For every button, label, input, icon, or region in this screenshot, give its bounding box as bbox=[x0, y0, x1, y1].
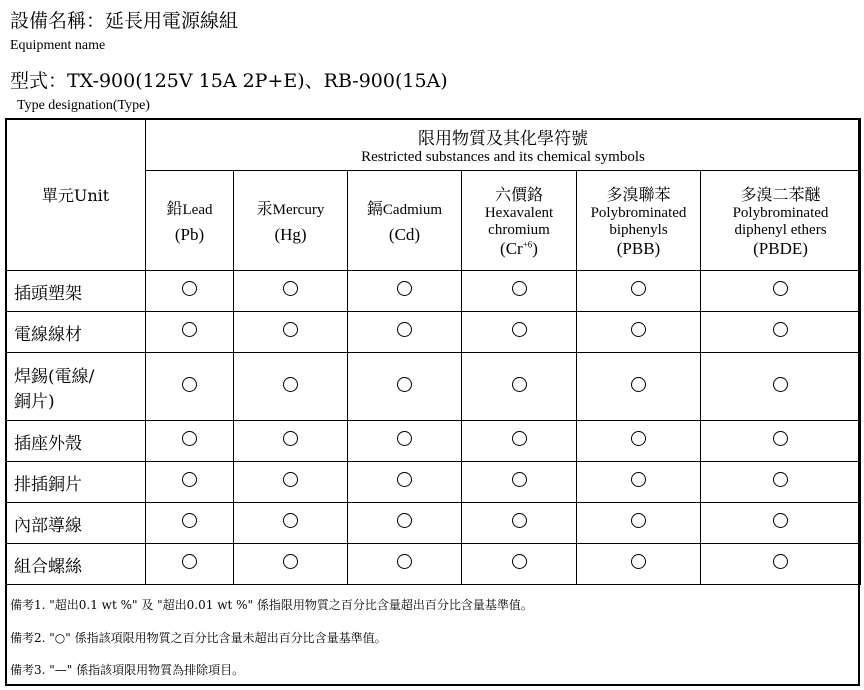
row-label: 組合螺絲 bbox=[6, 544, 146, 585]
type-designation-en: Type designation(Type) bbox=[17, 98, 150, 113]
col-pbde: 多溴二苯醚 Polybrominated diphenyl ethers (PBDE) bbox=[701, 171, 861, 271]
note-1: 備考1. "超出0.1 wt %" 及 "超出0.01 wt %" 係指限用物質之百分比含量超出百分比含量基準值。 bbox=[10, 598, 533, 612]
note-2: 備考2. "○" 係指該項限用物質之百分比含量未超出百分比含量基準值。 bbox=[10, 631, 387, 645]
restricted-header: 限用物質及其化學符號 Restricted substances and its chemical symbols bbox=[146, 119, 861, 171]
row-label: 插座外殼 bbox=[6, 421, 146, 462]
col-cadmium: 鎘Cadmium (Cd) bbox=[348, 171, 462, 271]
col-mercury: 汞Mercury (Hg) bbox=[234, 171, 348, 271]
row-label: 內部導線 bbox=[6, 503, 146, 544]
note-3: 備考3. "—" 係指該項限用物質為排除項目。 bbox=[10, 663, 245, 677]
row-label: 插頭塑架 bbox=[6, 271, 146, 312]
unit-header: 單元Unit bbox=[6, 119, 146, 271]
col-pbb: 多溴聯苯 Polybrominated biphenyls (PBB) bbox=[577, 171, 701, 271]
row-label: 電線線材 bbox=[6, 312, 146, 353]
col-hexavalent-chromium: 六價鉻 Hexavalent chromium $(Cr^{+6})$ bbox=[462, 171, 577, 271]
col-lead: 鉛Lead (Pb) bbox=[146, 171, 234, 271]
row-label: 排插銅片 bbox=[6, 462, 146, 503]
row-label: 焊錫(電線/ 銅片) bbox=[6, 353, 146, 421]
type-designation-zh: 型式：TX-900(125V 15A 2P+E)、RB-900(15A) bbox=[10, 70, 448, 92]
equipment-name-en: Equipment name bbox=[10, 38, 106, 53]
equipment-name-zh: 設備名稱：延長用電源線組 bbox=[10, 10, 239, 32]
